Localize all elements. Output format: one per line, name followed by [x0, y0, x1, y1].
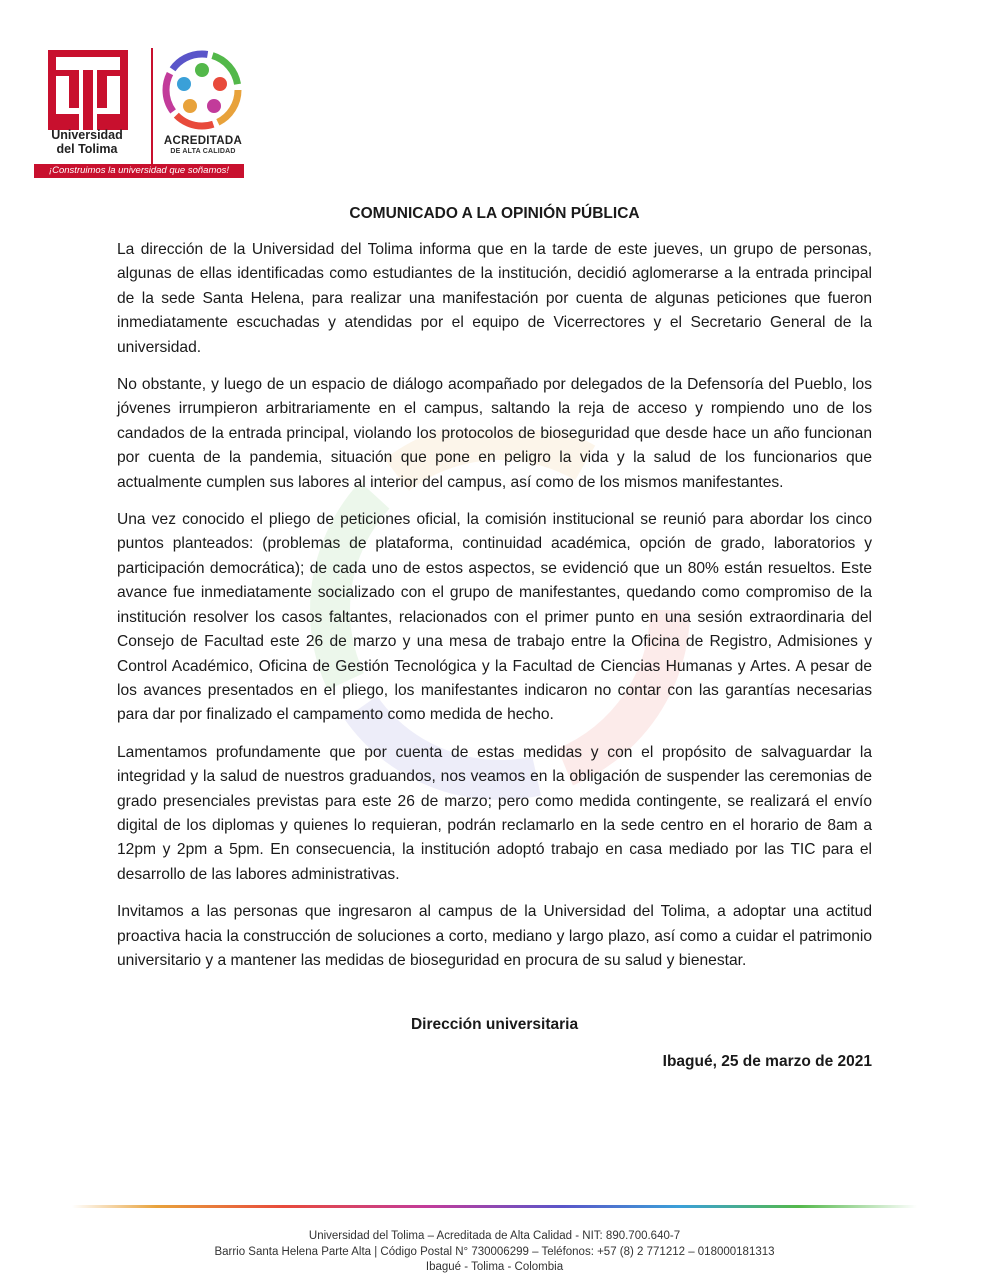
document-title: COMUNICADO A LA OPINIÓN PÚBLICA — [349, 205, 640, 222]
university-name-line2: del Tolima — [56, 142, 118, 156]
paragraph: No obstante, y luego de un espacio de diálogo acompañado por delegados de la Defensoría del Pueblo, los jóvenes irrumpieron arbitrariamente en el campus, saltando la reja de acceso y rompiendo uno de los candados de la entrada principal, violando los protocolos de bioseguridad que desde hace un año funcionan por cuenta de la pandemia, situación que pone en peligro la vida y la salud de los funcionarios que actualmente cumplen sus labores al interior del campus, así como de los mismos manifestantes. — [117, 376, 872, 491]
paragraph: Invitamos a las personas que ingresaron al campus de la Universidad del Tolima, a adoptar una actitud proactiva hacia la construcción de soluciones a corto, mediano y largo plazo, así como a cuidar el patrimonio universitario y a mantener las medidas de bioseguridad en procura de su salud y bienestar. — [117, 903, 872, 969]
letterhead — [28, 42, 258, 182]
document-body — [117, 238, 872, 986]
logo-divider — [151, 48, 153, 166]
paragraph: Una vez conocido el pliego de peticiones oficial, la comisión institucional se reunió para abordar los cinco puntos planteados: (problemas de plataforma, continuidad académica, opción de grado, laboratorios y participación democrática); de cada uno de estos aspectos, se evidenció que un 80% están resueltos. Este avance fue inmediatamente socializado con el grupo de manifestantes, quedando como compromiso de la institución resolver los casos faltantes, relacionados con el primer punto en una sesión extraordinaria del Consejo de Facultad este 26 de marzo y una mesa de trabajo entre la Oficina de Registro, Admisiones y Control Académico, Oficina de Gestión Tecnológica y la Facultad de Ciencias Humanas y Artes. A pesar de los avances presentados en el pliego, los manifestantes indicaron no contar con las garantías necesarias para dar por finalizado el campamento como medida de hecho. — [117, 511, 872, 724]
footer-line-2: Barrio Santa Helena Parte Alta | Código Postal N° 730006299 – Teléfonos: +57 (8) 2 771212 – 018000181313 — [214, 1245, 775, 1258]
paragraph: Lamentamos profundamente que por cuenta de estas medidas y con el propósito de salvaguardar la integridad y la salud de nuestros graduandos, nos veamos en la obligación de suspender las ceremonias de grado presenciales previstas para este 26 de marzo; pero como medida contingente, se realizará el envío digital de los diplomas y quienes lo requieran, podrán reclamarlo en la sede centro en el horario de 8am a 12pm y 2pm a 5pm. En consecuencia, la institución adoptó trabajo en casa mediado por las TIC para el desarrollo de las labores administrativas. — [117, 743, 872, 883]
university-name-line1: Universidad — [51, 128, 123, 142]
footer-line-3: Ibagué - Tolima - Colombia — [425, 1261, 564, 1273]
paragraph: La dirección de la Universidad del Tolima informa que en la tarde de este jueves, un grupo de personas, algunas de ellas identificadas como estudiantes de la institución, decidió aglomerarse a la entrada principal de la sede Santa Helena, para realizar una manifestación por cuenta de algunas peticiones que fueron inmediatamente escuchadas y atendidas por el equipo de Vicerrectores y el Secretario General de la universidad. — [117, 241, 872, 356]
footer-rainbow-line — [72, 1205, 917, 1208]
signature: Dirección universitaria — [410, 1016, 579, 1033]
accreditation-title: ACREDITADA — [163, 135, 243, 147]
accreditation-logo-icon — [160, 48, 244, 132]
document-date: Ibagué, 25 de marzo de 2021 — [662, 1053, 872, 1070]
accreditation-subtitle: DE ALTA CALIDAD — [170, 148, 236, 155]
slogan-banner: ¡Construimos la universidad que soñamos! — [34, 164, 244, 178]
footer-line-1: Universidad del Tolima – Acreditada de Alta Calidad - NIT: 890.700.640-7 — [308, 1230, 681, 1242]
university-name — [28, 128, 146, 156]
ut-logo-icon — [34, 46, 142, 130]
footer — [0, 1229, 989, 1276]
